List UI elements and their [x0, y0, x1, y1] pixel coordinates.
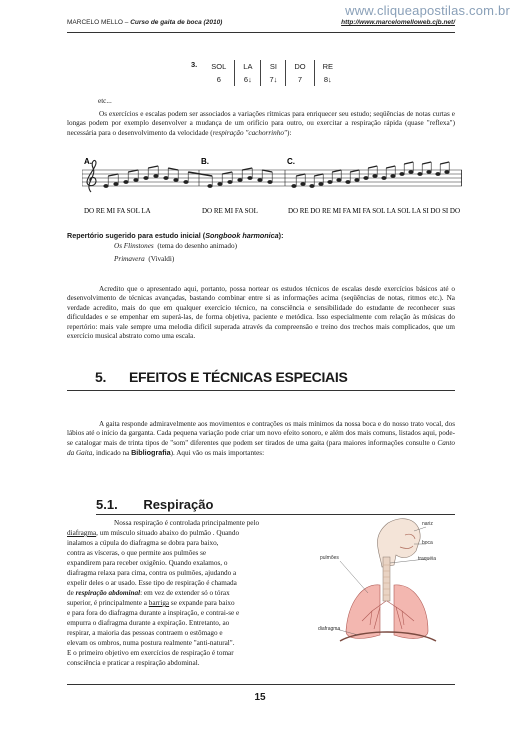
paragraph-rhythm-text-a: Os exercícios e escalas podem ser associados a variações rítmicas para enriquecer seu estudo; seqüências de notas curtas e longas podem por exemplo desenvolver a mudança de um orifício para outro, ou exercitar a respiração rápida (quase "reflexa") necessária para o desenvolvimento da velocidade (: [67, 110, 455, 137]
scale-hole: 6: [216, 75, 221, 84]
note-beam-icon: [350, 170, 359, 172]
repertoire-heading-b: ):: [278, 231, 284, 240]
breathing-line: [67, 529, 306, 538]
note-head-icon: [268, 180, 273, 183]
header-url-link[interactable]: http://www.marcelomelloweb.cjb.net/: [341, 19, 455, 26]
repertoire-item-note: (Vivaldi): [148, 255, 175, 263]
repertoire-heading-a: Repertório sugerido para estudo inicial (: [67, 231, 206, 240]
note-beam-icon: [368, 166, 377, 168]
label-boca: boca: [422, 540, 433, 546]
note-head-icon: [301, 182, 306, 185]
scale-note: RE: [314, 60, 341, 73]
note-head-icon: [218, 182, 223, 185]
scale-hole: 7↓: [261, 73, 286, 86]
paragraph-effects-text-mid: , indicado na: [92, 449, 132, 458]
paragraph-effects: [67, 420, 455, 459]
running-header: [67, 19, 455, 31]
note-head-icon: [104, 184, 109, 187]
paragraph-effects-text-b: ). Aqui vão os mais importantes:: [170, 449, 265, 458]
note-head-icon: [400, 172, 405, 175]
repertoire-heading: [67, 231, 455, 241]
note-head-icon: [208, 184, 213, 187]
lungs-diagram-icon: [310, 513, 460, 663]
note-head-icon: [382, 176, 387, 179]
note-beam-icon: [222, 172, 232, 174]
note-head-icon: [355, 178, 360, 181]
header-course: Curso de gaita de boca (2010): [130, 19, 223, 26]
note-head-icon: [258, 178, 263, 181]
header-separator: –: [123, 19, 131, 26]
breathing-line: inalamos a cúpula do diafragma se dobra para baixo,: [67, 539, 219, 547]
breathing-line: expandirem para receber oxigênio. Quando exalamos, o: [67, 559, 228, 567]
note-beam-icon: [262, 170, 272, 172]
breathing-line-rest: , um músculo situado abaixo do pulmão . Quando: [96, 529, 240, 537]
scale-hole: 8↓: [314, 73, 341, 86]
note-beam-icon: [128, 170, 138, 172]
note-head-icon: [292, 184, 297, 187]
staff-notes-c: DO RE DO RE MI FA MI FA SOL LA SOL LA SI DO SI DO: [288, 207, 460, 215]
note-head-icon: [409, 170, 414, 173]
breathing-belly-term: barriga: [148, 599, 170, 607]
repertoire-item-note: (tema do desenho animado): [157, 242, 237, 250]
section-5-title: EFEITOS E TÉCNICAS ESPECIAIS: [129, 369, 348, 385]
staff-notes-b: DO RE MI FA SOL: [202, 207, 258, 215]
paragraph-effects-book: Canto da Gaita: [67, 438, 455, 458]
label-diafragma: diafragma: [318, 626, 341, 632]
note-head-icon: [328, 180, 333, 183]
breathing-line: E o primeiro objetivo em exercícios de respiração é tomar: [67, 649, 234, 657]
note-beam-icon: [314, 174, 323, 176]
note-beam-icon: [148, 166, 158, 168]
staff-notes-a: DO RE MI FA SOL LA: [84, 207, 151, 215]
music-staff-figure: [82, 156, 462, 218]
breathing-line: empurra o diafragma durante a expiração. Entretanto, ao: [67, 619, 230, 627]
section-5-1-title: Respiração: [143, 497, 214, 512]
breathing-line-start: superior, é principalmente a: [67, 599, 149, 607]
note-head-icon: [436, 172, 441, 175]
paragraph-rhythm-text-b: ):: [286, 128, 292, 137]
note-head-icon: [114, 182, 119, 185]
repertoire-item: [114, 242, 237, 251]
section-5-1-heading: [96, 497, 213, 512]
note-head-icon: [337, 178, 342, 181]
note-beam-icon: [108, 174, 118, 176]
note-beam-icon: [332, 170, 341, 172]
label-traqueia: traquéia: [418, 556, 437, 562]
note-head-icon: [319, 182, 324, 185]
note-beam-icon: [168, 168, 178, 170]
section-5-1-number: 5.1.: [96, 497, 118, 512]
etc-text: etc...: [98, 97, 112, 105]
note-head-icon: [134, 178, 139, 181]
breathing-line-rest: se expande para baixo: [169, 599, 235, 607]
staff-section-c: C.: [287, 157, 295, 166]
paragraph-rhythm: [67, 110, 455, 138]
breathing-line: [67, 599, 306, 608]
header-author: MARCELO MELLO: [67, 19, 123, 26]
note-head-icon: [154, 174, 159, 177]
note-beam-icon: [440, 162, 449, 164]
note-head-icon: [228, 180, 233, 183]
note-beam-icon: [242, 168, 252, 170]
staff-section-a: A.: [84, 157, 92, 166]
breathing-line-start: de: [67, 589, 76, 597]
note-head-icon: [174, 178, 179, 181]
repertoire-item-title: Os Flinstones: [114, 242, 154, 250]
breathing-line: expelir deles o ar usado. Esse tipo de respiração é chamada: [67, 579, 237, 587]
note-head-icon: [364, 176, 369, 179]
note-head-icon: [124, 180, 129, 183]
note-head-icon: [238, 178, 243, 181]
note-head-icon: [427, 170, 432, 173]
section-5-number: 5.: [95, 369, 107, 385]
breathing-line: [67, 589, 306, 598]
breathing-line: e para fora do diafragma durante a inspiração, e contrai-se e: [67, 609, 240, 617]
breathing-line: Nossa respiração é controlada principalmente pelo: [114, 519, 260, 527]
note-head-icon: [373, 174, 378, 177]
section-5-heading: [67, 368, 455, 390]
paragraph-conclusion: Acredito que o apresentado aqui, portanto, possa nortear os estudos técnicos de escalas desde exercícios básicos até o desenvolvimento de técnicas avançadas, bastando combinar entre si as informações acima (seqüências de notas, ritmos etc.). Na verdade acredito, mais do que em qualquer exercício técnico, na consciência e sensibilidade do estudante de reconhecer suas dificuldades e se empenhar em superá-las, de forma objetiva, paciente e metódica. Isso especialmente com relação às músicas do repertório: mais vale sempre uma melodia difícil superada através da compreensão e treino dos trechos mais complicados, que um exercício musical abstrato como uma escala.: [67, 285, 455, 341]
scale-note: DO: [286, 60, 314, 73]
note-beam-icon: [404, 162, 413, 164]
note-head-icon: [445, 170, 450, 173]
breathing-line: contra as vísceras, o que permite aos pulmões se: [67, 549, 207, 557]
header-author-course: [67, 19, 222, 26]
section-5-rule: [67, 390, 455, 391]
staff-section-b: B.: [201, 157, 209, 166]
note-head-icon: [418, 172, 423, 175]
note-head-icon: [310, 184, 315, 187]
scale-note: SI: [261, 60, 286, 73]
scale-row-number: 3.: [191, 60, 198, 69]
respiratory-system-illustration: [310, 513, 460, 663]
breathing-line: diafragma relaxa para cima, contra os pulmões, ajudando a: [67, 569, 237, 577]
scale-note: LA: [235, 60, 261, 73]
note-head-icon: [184, 180, 189, 183]
note-head-icon: [391, 174, 396, 177]
repertoire-heading-em: Songbook harmonica: [205, 231, 279, 240]
breathing-line: respirar, a maioria das pessoas contraem o estômago e: [67, 629, 223, 637]
scale-hole: 7: [286, 73, 314, 86]
note-head-icon: [248, 176, 253, 179]
footer-rule: [67, 684, 455, 685]
repertoire-item: [114, 255, 174, 264]
site-watermark: www.cliqueapostilas.com.br: [345, 3, 510, 18]
breathing-abdominal-term: respiração abdominal: [75, 589, 141, 597]
note-beam-icon: [386, 166, 395, 168]
note-head-icon: [144, 176, 149, 179]
note-beam-icon: [422, 162, 431, 164]
scale-note: SOL: [211, 62, 227, 71]
paragraph-effects-text-a: A gaita responde admiravelmente aos movimentos e contrações os mais mínimos da nossa boca e do nosso trato vocal, dos lábios até o início da garganta. Cada pequena variação pode criar um novo efeito sonoro, e além dos mais comuns, listados aqui, pode-se catalogar mais de trinta tipos de "som" diferentes que podem ser tirados de uma gaita (para maiores informações consulte o: [67, 420, 455, 447]
label-nariz: nariz: [422, 521, 433, 527]
header-rule: [67, 32, 455, 33]
scale-row-table: [183, 60, 341, 86]
paragraph-rhythm-emphasis: respiração "cachorrinho": [212, 128, 287, 137]
paragraph-effects-bibliography: Bibliografia: [131, 448, 171, 458]
breathing-line: consciência e praticar a respiração abdominal.: [67, 659, 200, 667]
note-head-icon: [164, 176, 169, 179]
note-head-icon: [346, 180, 351, 183]
scale-hole: 6↓: [235, 73, 261, 86]
note-beam-icon: [296, 174, 305, 176]
repertoire-item-title: Primavera: [114, 255, 145, 263]
label-pulmoes: pulmões: [320, 555, 339, 561]
breathing-line: elevam os ombros, numa postura realmente "anti-natural".: [67, 639, 235, 647]
breathing-line-rest: : em vez de extender só o tórax: [140, 589, 230, 597]
breathing-diaphragm-term: diafragma: [67, 529, 97, 537]
page-number: 15: [254, 692, 266, 703]
